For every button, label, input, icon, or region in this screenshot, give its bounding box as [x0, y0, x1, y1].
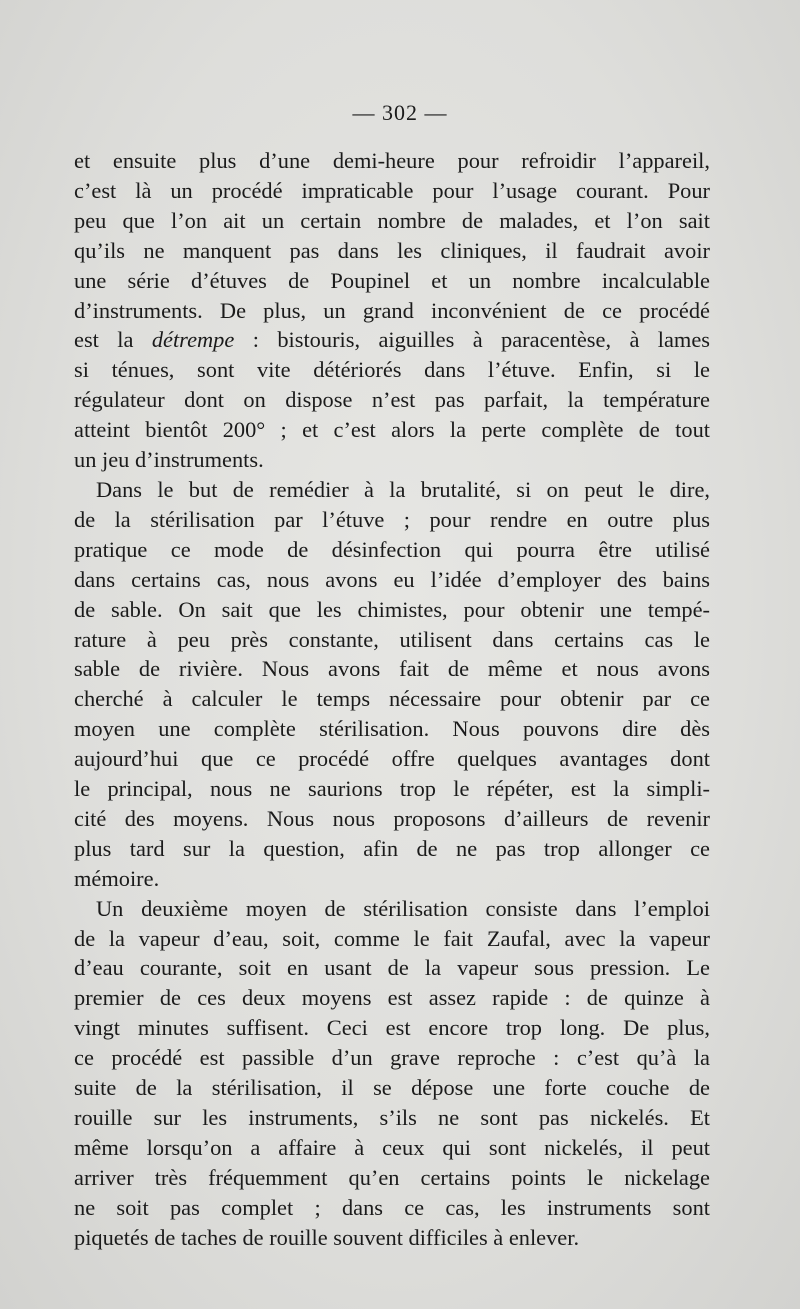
text-line: rature à peu près constante, utilisent dans certains cas le	[74, 626, 710, 652]
paragraph	[74, 475, 710, 894]
text-line: aujourd’hui que ce procédé offre quelques avantages dont	[74, 746, 710, 772]
text-line: de la stérilisation par l’étuve ; pour rendre en outre plus	[74, 506, 710, 532]
body-text	[74, 146, 710, 1253]
text-line: plus tard sur la question, afin de ne pas trop allonger ce	[74, 835, 710, 861]
text-line: Un deuxième moyen de stérilisation consiste dans l’emploi	[96, 895, 710, 921]
text-line: le principal, nous ne saurions trop le répéter, est la simpli-	[74, 776, 710, 802]
page-number: — 302 —	[352, 100, 448, 125]
text-line: vingt minutes suffisent. Ceci est encore trop long. De plus,	[74, 1015, 710, 1041]
paragraph	[74, 146, 710, 475]
text-line: ne soit pas complet ; dans ce cas, les instruments sont	[74, 1194, 710, 1220]
text-line: ce procédé est passible d’un grave reproche : c’est qu’à la	[74, 1045, 710, 1071]
text-line: régulateur dont on dispose n’est pas parfait, la température	[74, 387, 710, 413]
text-line: Dans le but de remédier à la brutalité, si on peut le dire,	[96, 476, 710, 502]
text-line: même lorsqu’on a affaire à ceux qui sont nickelés, il peut	[74, 1134, 710, 1160]
text-line: d’eau courante, soit en usant de la vapeur sous pression. Le	[74, 955, 710, 981]
text-line: un jeu d’instruments.	[74, 447, 264, 473]
text-line: est la détrempe : bistouris, aiguilles à paracentèse, à lames	[74, 327, 710, 353]
text-line: qu’ils ne manquent pas dans les cliniques, il faudrait avoir	[74, 237, 710, 263]
text-line: c’est là un procédé impraticable pour l’usage courant. Pour	[74, 177, 710, 203]
text-line: piquetés de taches de rouille souvent difficiles à enlever.	[74, 1224, 580, 1250]
text-line: mémoire.	[74, 865, 160, 891]
text-line: dans certains cas, nous avons eu l’idée d’employer des bains	[74, 566, 710, 592]
text-line: peu que l’on ait un certain nombre de malades, et l’on sait	[74, 207, 710, 233]
text-line: cité des moyens. Nous nous proposons d’ailleurs de revenir	[74, 805, 710, 831]
text-line: arriver très fréquemment qu’en certains points le nickelage	[74, 1164, 710, 1190]
text-line: pratique ce mode de désinfection qui pourra être utilisé	[74, 536, 710, 562]
text-line: de sable. On sait que les chimistes, pour obtenir une tempé-	[74, 596, 710, 622]
text-line: de la vapeur d’eau, soit, comme le fait Zaufal, avec la vapeur	[74, 925, 710, 951]
text-line: suite de la stérilisation, il se dépose une forte couche de	[74, 1075, 710, 1101]
text-line: une série d’étuves de Poupinel et un nombre incalculable	[74, 267, 710, 293]
text-line: si ténues, sont vite détériorés dans l’étuve. Enfin, si le	[74, 357, 710, 383]
paragraph	[74, 894, 710, 1253]
text-line: rouille sur les instruments, s’ils ne sont pas nickelés. Et	[74, 1105, 710, 1130]
text-line: atteint bientôt 200° ; et c’est alors la perte complète de tout	[74, 417, 710, 443]
text-line: premier de ces deux moyens est assez rapide : de quinze à	[74, 985, 710, 1011]
text-line: moyen une complète stérilisation. Nous pouvons dire dès	[74, 716, 710, 742]
text-line: cherché à calculer le temps nécessaire pour obtenir par ce	[74, 686, 710, 712]
text-line: d’instruments. De plus, un grand inconvénient de ce procédé	[74, 297, 710, 323]
text-line: et ensuite plus d’une demi-heure pour refroidir l’appareil,	[74, 148, 710, 173]
text-line: sable de rivière. Nous avons fait de même et nous avons	[74, 656, 710, 682]
